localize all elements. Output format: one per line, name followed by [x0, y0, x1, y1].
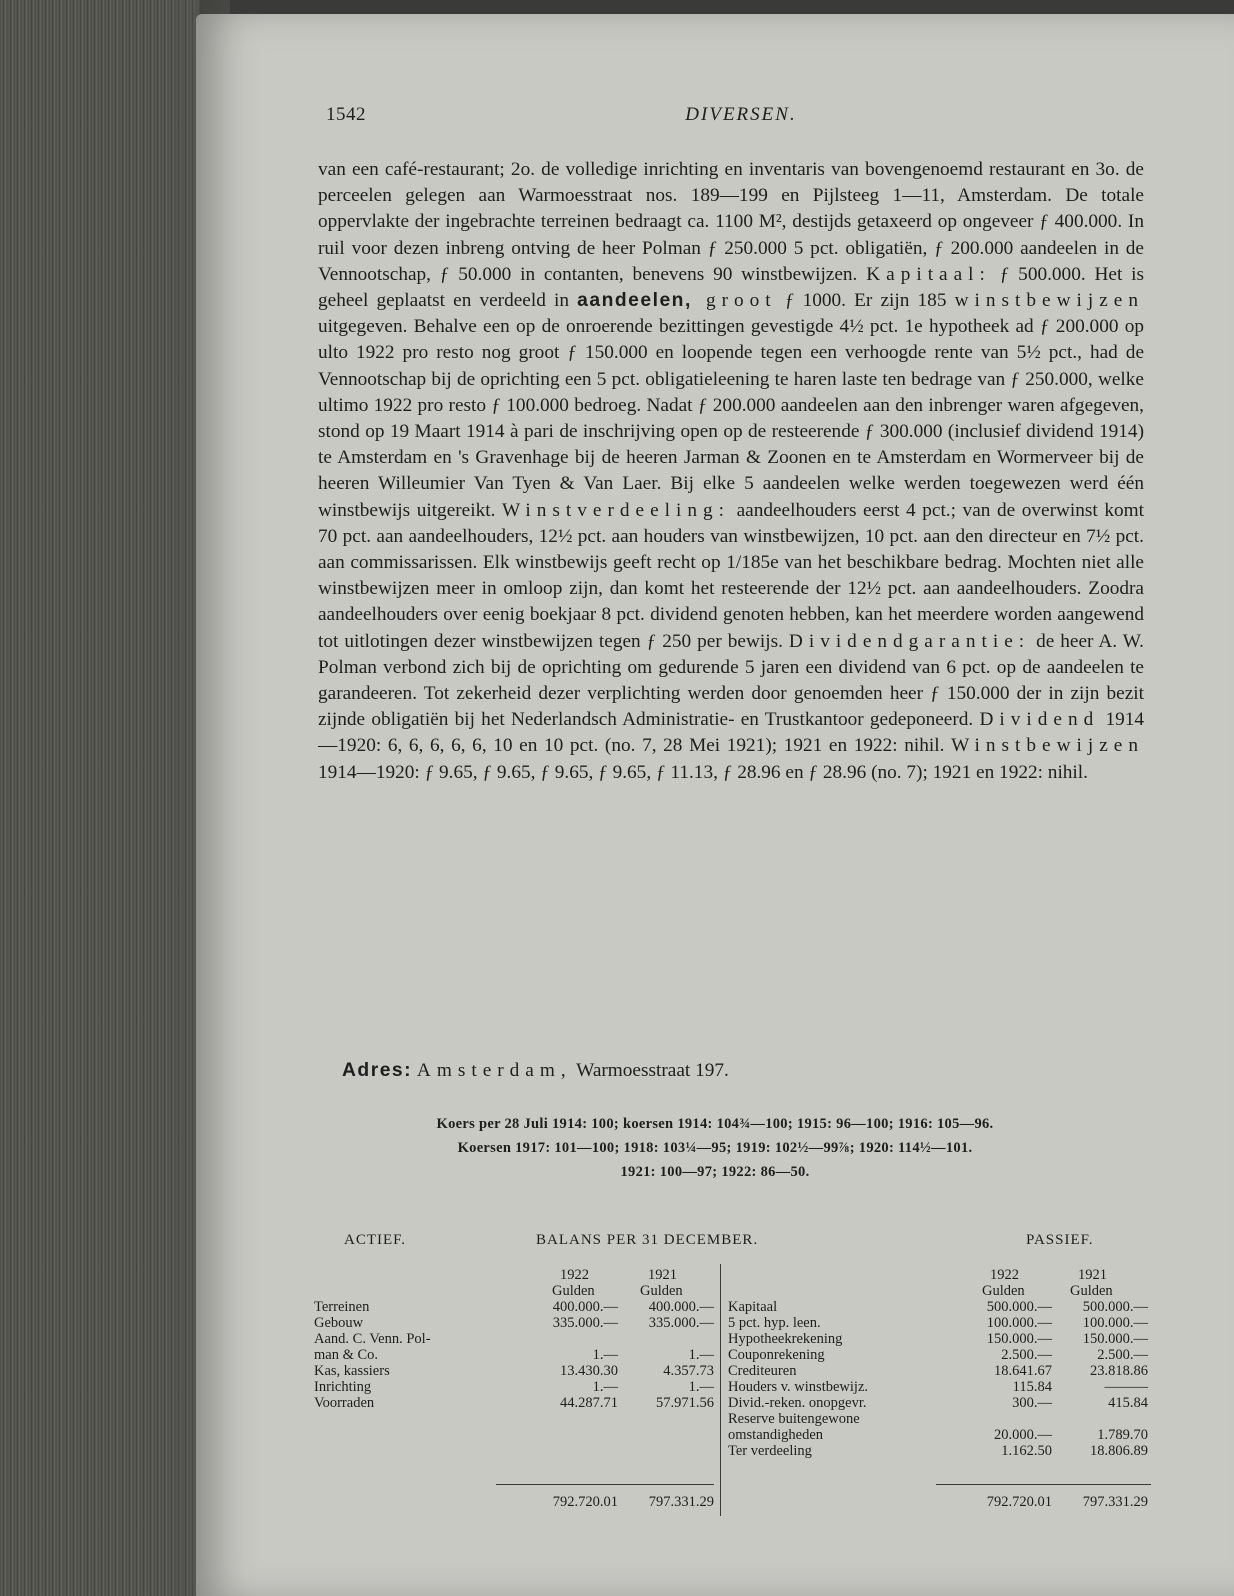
passief-row-1921: 2.500.— — [1097, 1347, 1148, 1363]
page-header — [326, 104, 1156, 134]
passief-currency-row — [728, 1283, 1148, 1299]
paragraph-winstbewijzen: 1914—1920: ƒ 9.65, ƒ 9.65, ƒ 9.65, ƒ 9.65, ƒ 11.13, ƒ 28.96 en ƒ 28.96 (no. 7); 1921 en 1922: nihil. — [318, 761, 1088, 783]
balans-divider — [720, 1264, 721, 1516]
aandeelen-label: aandeelen, — [577, 290, 692, 312]
passief-row-label: omstandigheden — [728, 1427, 824, 1443]
actief-row — [314, 1315, 714, 1331]
passief-row — [728, 1363, 1148, 1379]
actief-year-1922: 1922 — [560, 1267, 589, 1283]
actief-row-label: Gebouw — [314, 1315, 364, 1331]
actief-row-1922: 13.430.30 — [560, 1363, 618, 1379]
passief-row-label: Crediteuren — [728, 1363, 797, 1379]
actief-total-1921: 797.331.29 — [648, 1494, 714, 1510]
paragraph-dividend: 1914—1920: 6, 6, 6, 6, 6, 10 en 10 pct. (no. 7, 28 Mei 1921); 1921 en 1922: nihil. — [318, 709, 1145, 757]
actief-row-label: man & Co. — [314, 1347, 379, 1363]
passief-row-label: Ter verdeeling — [728, 1443, 812, 1459]
passief-total-1921: 797.331.29 — [1082, 1494, 1148, 1510]
groot-label: groot — [691, 290, 777, 312]
adres-street: Warmoesstraat 197. — [571, 1060, 729, 1081]
page — [196, 14, 1234, 1596]
passief-table — [728, 1267, 1148, 1459]
passief-row-1922: 20.000.— — [994, 1427, 1052, 1443]
passief-row-1922: 1.162.50 — [1001, 1443, 1052, 1459]
kapitaal-label: Kapitaal: — [866, 263, 991, 285]
paragraph-kapitaal: ƒ 500.000. Het is geheel geplaatst en verdeeld in — [318, 263, 1144, 312]
actief-row-1921: 1.— — [688, 1379, 714, 1395]
passief-year-1922: 1922 — [990, 1267, 1019, 1283]
passief-row — [728, 1427, 1148, 1443]
passief-row-label: Hypotheekrekening — [728, 1331, 843, 1347]
actief-row — [314, 1395, 714, 1411]
adres-city: Amsterdam, — [416, 1060, 572, 1081]
passief-row-1921: 500.000.— — [1082, 1299, 1148, 1315]
passief-row-1921: 150.000.— — [1082, 1331, 1148, 1347]
passief-row-label: Couponrekening — [728, 1347, 825, 1363]
dividendgarantie-label: Dividendgarantie: — [788, 630, 1031, 652]
actief-row-1922: 1.— — [592, 1379, 618, 1395]
actief-row-1921: 4.357.73 — [663, 1363, 714, 1379]
actief-currency-1922: Gulden — [552, 1283, 595, 1299]
actief-total-rule — [496, 1484, 714, 1485]
paragraph-dividendgarantie: de heer A. W. Polman verbond zich bij de oprichting om gedurende 5 jaren een dividend van 6 pct. op de aandeelen te garandeeren. Tot zekerheid dezer verplichting werden door genoemden heer ƒ 150.000 der in zijn bezit zijnde obligatiën bij het Nederlandsch Administratie- en Trustkantoor gedeponeerd. — [318, 630, 1144, 731]
passief-row-1921: 415.84 — [1108, 1395, 1148, 1411]
actief-row-1921: 335.000.— — [648, 1315, 714, 1331]
actief-row-1921: 1.— — [688, 1347, 714, 1363]
actief-row — [314, 1379, 714, 1395]
adres-label: Adres: — [342, 1060, 413, 1081]
koersen-line-3: 1921: 100—97; 1922: 86—50. — [620, 1164, 810, 1180]
actief-row-1922: 335.000.— — [552, 1315, 618, 1331]
passief-totals — [728, 1494, 1148, 1510]
actief-heading: ACTIEF. — [344, 1232, 407, 1248]
passief-row — [728, 1299, 1148, 1315]
winstbewijzen-history-label: Winstbewijzen — [951, 735, 1144, 757]
actief-rows — [314, 1299, 714, 1411]
actief-row-1922: 400.000.— — [552, 1299, 618, 1315]
passief-row — [728, 1347, 1148, 1363]
passief-row-1921: 1.789.70 — [1097, 1427, 1148, 1443]
actief-year-row — [314, 1267, 714, 1283]
passief-row-1921: 23.818.86 — [1090, 1363, 1148, 1379]
passief-year-row — [728, 1267, 1148, 1283]
actief-row-1921: 57.971.56 — [656, 1395, 714, 1411]
paragraph-winstverdeeling: aandeelhouders eerst 4 pct.; van de overwinst komt 70 pct. aan aandeelhouders, 12½ pct. aan houders van winstbewijzen, 10 pct. aan den directeur en 7½ pct. aan commissarissen. Elk winstbewijs geeft recht op 1/185e van het beschikbare bedrag. Mochten niet alle winstbewijzen meer in omloop zijn, dan komt het resteerende der 12½ pct. aan aandeelhouders. Zoodra aandeelhouders over eenig boekjaar 8 pct. dividend genoten hebben, kan het meerdere worden aangewend tot uitlotingen dezer winstbewijzen tegen ƒ 250 per bewijs. — [318, 499, 1144, 652]
passief-row-label: Kapitaal — [728, 1299, 778, 1315]
actief-total-row — [314, 1494, 714, 1510]
paragraph-intro: van een café-restaurant; 2o. de volledige inrichting en inventaris van bovengenoemd restaurant en 3o. de perceelen gelegen aan Warmoesstraat nos. 189—199 en Pijlsteeg 1—11, Amsterdam. De totale oppervlakte der ingebrachte terreinen bedraagt ca. 1100 M², destijds getaxeerd op ongeveer ƒ 400.000. In ruil voor dezen inbreng ontving de heer Polman ƒ 250.000 5 pct. obligatiën, ƒ 200.000 aandeelen in de Vennootschap, ƒ 50.000 in contanten, benevens 90 winstbewijzen. — [318, 159, 1144, 285]
actief-currency-1921: Gulden — [640, 1283, 683, 1299]
balans-title: BALANS PER 31 DECEMBER. — [536, 1232, 759, 1248]
passief-row — [728, 1443, 1148, 1459]
passief-currency-1922: Gulden — [982, 1283, 1025, 1299]
passief-total-row — [728, 1494, 1148, 1510]
dividend-label: Dividend — [979, 709, 1100, 731]
actief-table — [314, 1267, 714, 1411]
passief-row-label: Divid.-reken. onopgevr. — [728, 1395, 867, 1411]
passief-row-label: 5 pct. hyp. leen. — [728, 1315, 821, 1331]
actief-row-label: Aand. C. Venn. Pol- — [314, 1331, 431, 1347]
passief-row — [728, 1411, 1148, 1427]
paragraph-nominal: ƒ 1000. Er zijn 185 — [776, 290, 955, 312]
passief-row — [728, 1379, 1148, 1395]
passief-row-1922: 500.000.— — [986, 1299, 1052, 1315]
actief-row — [314, 1331, 714, 1347]
passief-row — [728, 1315, 1148, 1331]
actief-row-label: Terreinen — [314, 1299, 370, 1315]
actief-row — [314, 1363, 714, 1379]
passief-total-rule — [936, 1484, 1151, 1485]
passief-year-1921: 1921 — [1078, 1267, 1107, 1283]
passief-currency-1921: Gulden — [1070, 1283, 1113, 1299]
passief-row-1921: 18.806.89 — [1090, 1443, 1148, 1459]
passief-row — [728, 1331, 1148, 1347]
koersen-line-1: Koers per 28 Juli 1914: 100; koersen 1914: 104¾—100; 1915: 96—100; 1916: 105—96. — [436, 1116, 994, 1132]
page-number: 1542 — [326, 104, 366, 125]
passief-row-1922: 18.641.67 — [994, 1363, 1052, 1379]
actief-row-label: Kas, kassiers — [314, 1363, 390, 1379]
actief-currency-row — [314, 1283, 714, 1299]
passief-row-1921: 100.000.— — [1082, 1315, 1148, 1331]
actief-total-1922: 792.720.01 — [552, 1494, 618, 1510]
passief-heading: PASSIEF. — [1026, 1232, 1094, 1248]
actief-row — [314, 1347, 714, 1363]
winstverdeeling-label: Winstverdeeling: — [501, 499, 730, 521]
passief-total-1922: 792.720.01 — [986, 1494, 1052, 1510]
actief-row — [314, 1299, 714, 1315]
passief-row-1922: 115.84 — [1012, 1379, 1052, 1395]
company-description — [318, 157, 1144, 786]
winstbewijzen-label: winstbewijzen — [954, 290, 1144, 312]
passief-row — [728, 1395, 1148, 1411]
running-head: DIVERSEN. — [685, 104, 797, 125]
actief-year-1921: 1921 — [648, 1267, 677, 1283]
passief-row-1922: 100.000.— — [986, 1315, 1052, 1331]
actief-row-1922: 1.— — [592, 1347, 618, 1363]
actief-row-1922: 44.287.71 — [560, 1395, 618, 1411]
actief-row-1921: 400.000.— — [648, 1299, 714, 1315]
actief-row-label: Voorraden — [314, 1395, 375, 1411]
koersen-line-2: Koersen 1917: 101—100; 1918: 103¼—95; 1919: 102½—99⅞; 1920: 114½—101. — [457, 1140, 973, 1156]
address-line — [342, 1060, 729, 1082]
actief-totals — [314, 1494, 714, 1510]
passief-row-1921: ——— — [1104, 1379, 1148, 1395]
passief-row-label: Houders v. winstbewijz. — [728, 1379, 869, 1395]
actief-row-label: Inrichting — [314, 1379, 372, 1395]
passief-row-1922: 300.— — [1012, 1395, 1052, 1411]
passief-row-1922: 150.000.— — [986, 1331, 1052, 1347]
passief-rows — [728, 1299, 1148, 1459]
passief-row-1922: 2.500.— — [1001, 1347, 1052, 1363]
paragraph-history: uitgegeven. Behalve een op de onroerende bezittingen gevestigde 4½ pct. 1e hypotheek ad ƒ 200.000 op ulto 1922 pro resto nog groot ƒ 150.000 en loopende tegen een verhoogde rente van 5½ pct., had de Vennootschap bij de oprichting een 5 pct. obligatieleening te haren laste ten bedrage van ƒ 250.000, welke ultimo 1922 pro resto ƒ 100.000 bedroeg. Nadat ƒ 200.000 aandeelen aan den inbrenger waren afgegeven, stond op 19 Maart 1914 à pari de inschrijving open op de resteerende ƒ 300.000 (inclusief dividend 1914) te Amsterdam en 's Gravenhage bij de heeren Jarman & Zoonen en te Amsterdam en Wormerveer bij de heeren Willeumier Van Tyen & Van Laer. Bij elke 5 aandeelen welke werden toegewezen werd één winstbewijs uitgereikt. — [318, 316, 1144, 521]
passief-row-label: Reserve buitengewone — [728, 1411, 860, 1427]
